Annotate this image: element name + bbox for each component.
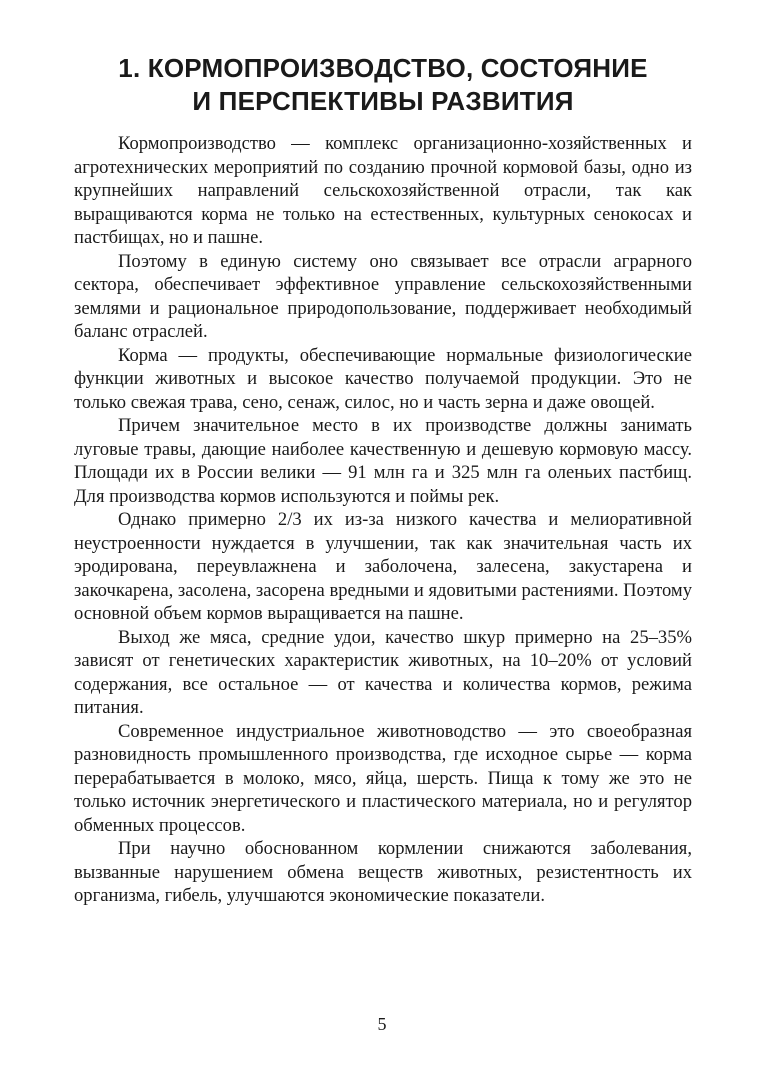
paragraph: Кормопроизводство — комплекс организационно-хозяйственных и агротехнических мероприятий по созданию прочной кормовой базы, одно из крупнейших направлений сельскохозяйственной отрасли, так как выращиваются корма не только на естественных, культурных сенокосах и пастбищах, но и пашне. [74, 133, 692, 248]
paragraph: Однако примерно 2/3 их из-за низкого качества и мелиоративной неустроенности нуждается в улучшении, так как значительная часть их эродирована, переувлажнена и заболочена, залесена, закустарена и закочкарена, засолена, засорена вредными и ядовитыми растениями. Поэтому основной объем кормов выращивается на пашне. [74, 509, 692, 624]
paragraph: При научно обоснованном кормлении снижаются заболевания, вызванные нарушением обмена веществ животных, резистентность их организма, гибель, улучшаются экономические показатели. [74, 838, 692, 906]
chapter-title-line-2: И ПЕРСПЕКТИВЫ РАЗВИТИЯ [192, 86, 574, 116]
page-number: 5 [377, 1014, 387, 1034]
paragraph: Корма — продукты, обеспечивающие нормальные физиологические функции животных и высокое качество получаемой продукции. Это не только свежая трава, сено, сенаж, силос, но и часть зерна и даже овощей. [74, 344, 692, 413]
chapter-title-line-1: 1. КОРМОПРОИЗВОДСТВО, СОСТОЯНИЕ [118, 53, 648, 83]
paragraph: Поэтому в единую систему оно связывает все отрасли аграрного сектора, обеспечивает эффективное управление сельскохозяйственными землями и рациональное природопользование, поддерживает необходимый баланс отраслей. [74, 250, 692, 342]
paragraph: Причем значительное место в их производстве должны занимать луговые травы, дающие наиболее качественную и дешевую кормовую массу. Площади их в России велики — 91 млн га и 325 млн га оленьих пастбищ. Для производства кормов используются и поймы рек. [74, 415, 692, 507]
paragraph: Современное индустриальное животноводство — это своеобразная разновидность промышленного производства, где исходное сырье — корма перерабатывается в молоко, мясо, яйца, шерсть. Пища к тому же это не только источник энергетического и пластического материала, но и регулятор обменных процессов. [74, 720, 692, 836]
chapter-title [74, 52, 692, 118]
body-text [74, 132, 692, 908]
page-content [74, 52, 692, 908]
paragraph: Выход же мяса, средние удои, качество шкур примерно на 25–35% зависят от генетических характеристик животных, на 10–20% от условий содержания, все остальное — от качества и количества кормов, режима питания. [74, 626, 692, 718]
